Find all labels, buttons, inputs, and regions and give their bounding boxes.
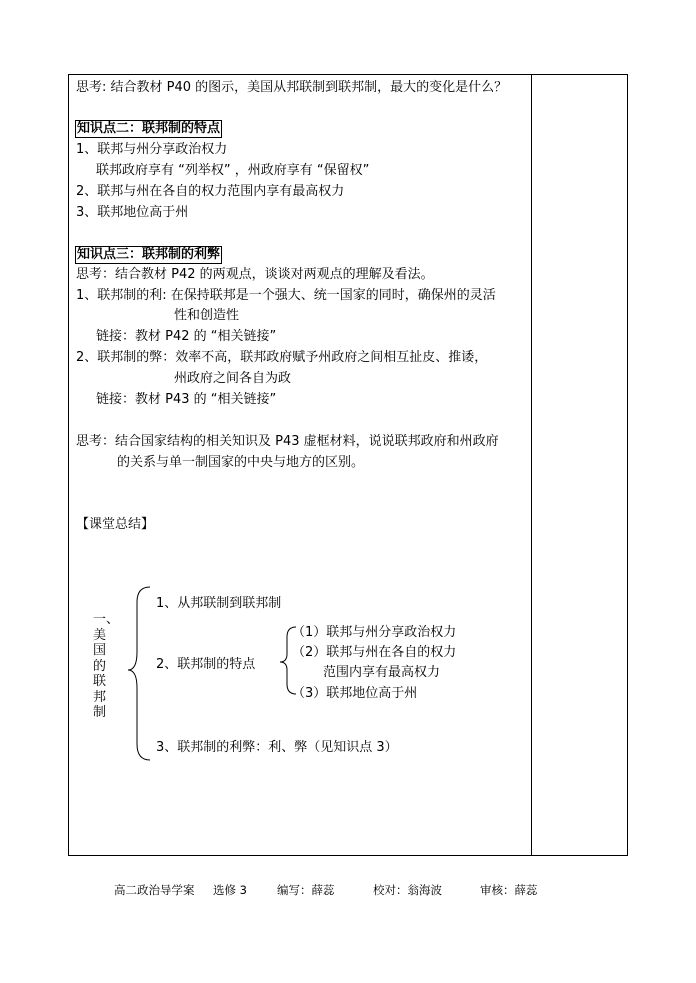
k3-pro-line-1: 1、联邦制的利: 在保持联邦是一个强大、统一国家的同时，确保州的灵活 [76,288,496,303]
summary-sub-2-line-2: 范围内享有最高权力 [323,665,441,680]
footer-editor: 编写：薛蕊 [277,883,335,897]
k2-line-1: 1、联邦与州分享政治权力 [76,142,228,157]
question-p43-line-1: 思考：结合国家结构的相关知识及 P43 虚框材料，说说联邦政府和州政府 [76,434,499,449]
summary-root-label: 一、美国的联邦制 [93,612,120,720]
summary-sub-2-line-1: （2）联邦与州在各自的权力 [292,645,457,660]
footer-module: 选修 3 [213,883,247,897]
footer-reviewer: 审核：薛蕊 [480,883,538,897]
k2-line-2: 联邦政府享有 “列举权” ，州政府享有 “保留权” [96,163,370,178]
summary-branch-2: 2、联邦制的特点 [156,657,256,672]
summary-sub-3: （3）联邦地位高于州 [292,686,418,701]
heading-knowledge-point-2: 知识点二：联邦制的特点 [77,121,221,136]
summary-sub-1: （1）联邦与州分享政治权力 [292,625,457,640]
summary-branch-1: 1、从邦联制到联邦制 [156,596,282,611]
k3-con-line-2: 州政府之间各自为政 [174,371,292,386]
k3-link-p42: 链接：教材 P42 的 “相关链接” [96,329,277,344]
k3-con-line-1: 2、联邦制的弊：效率不高，联邦政府赋予州政府之间相互扯皮、推诿， [76,350,488,365]
k3-link-p43: 链接：教材 P43 的 “相关链接” [96,392,277,407]
k2-line-4: 3、联邦地位高于州 [76,205,189,220]
summary-branch-3: 3、联邦制的利弊：利、弊（见知识点 3） [156,740,398,755]
heading-knowledge-point-3: 知识点三：联邦制的利弊 [77,247,221,262]
main-brace [128,587,150,760]
footer-course: 高二政治导学案 [114,883,195,897]
question-p40: 思考: 结合教材 P40 的图示，美国从邦联制到联邦制，最大的变化是什么？ [76,80,508,95]
k3-think: 思考：结合教材 P42 的两观点，谈谈对两观点的理解及看法。 [76,267,434,282]
footer-proofreader: 校对：翁海波 [373,883,442,897]
k2-line-3: 2、联邦与州在各自的权力范围内享有最高权力 [76,184,345,199]
k3-pro-line-2: 性和创造性 [174,308,240,323]
question-p43-line-2: 的关系与单一制国家的中央与地方的区别。 [117,455,365,470]
summary-title: 【课堂总结】 [76,517,155,532]
